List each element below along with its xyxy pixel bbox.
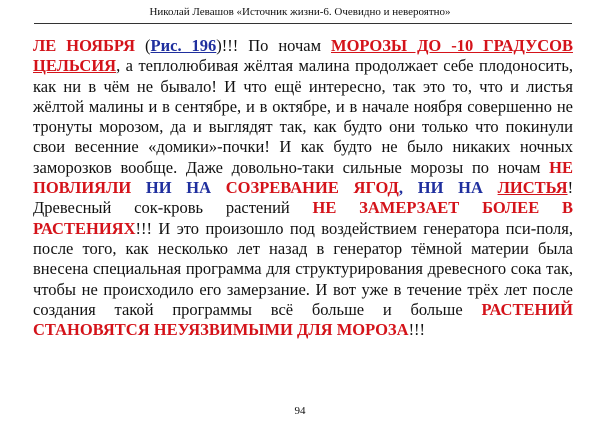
- text-run: [131, 178, 146, 197]
- figure-link[interactable]: Рис. 196: [150, 36, 217, 55]
- red-emphasis: РАСТЕНИЙ СТАНОВЯТСЯ НЕУЯЗВИМЫМИ ДЛЯ МОРОЗА: [33, 299, 573, 340]
- blue-emphasis: ,: [398, 178, 418, 198]
- text-run: [483, 178, 498, 197]
- blue-emphasis: НИ НА: [145, 178, 212, 198]
- red-emphasis: НЕ ПОВЛИЯЛИ: [33, 157, 573, 198]
- text-run: [211, 178, 226, 197]
- text-run: !!!: [408, 320, 426, 340]
- red-emphasis: НЕ ЗАМЕРЗАЕТ БОЛЕЕ В РАСТЕНИЯХ: [33, 198, 573, 238]
- red-emphasis: ЛИСТЬЯ: [497, 178, 568, 198]
- page-number: 94: [294, 405, 306, 417]
- text-run: )!!! По ночам: [216, 36, 331, 55]
- text-run: ! Древесный сок-кровь растений: [33, 178, 574, 218]
- red-emphasis: МОРОЗЫ ДО -10 ГРАДУСОВ ЦЕЛЬСИЯ: [33, 36, 573, 76]
- red-emphasis: ЛЕ НОЯБРЯ: [33, 36, 136, 55]
- blue-emphasis: НИ НА: [417, 178, 483, 198]
- text-run: !!! И это произошло под воздействием генератора пси-поля, после того, как несколько лет назад в генератор тёмной материи была внесена специальная программа для структурирования древесного сока так, чтобы не происходило его замерзание. И вот уже в течение трёх лет после создания такой программы всё больше и больше: [33, 218, 573, 319]
- text-run: (: [135, 36, 151, 55]
- body-paragraph: [33, 36, 573, 340]
- text-run: , а теплолюбивая жёлтая малина продолжает себе плодоносить, как ни в чём не бывало! И что ещё интересно, так это то, что и листья жёлтой малины и в сентябре, и в октябре, и в начале ноября совершенно не тронуты морозом, да и выглядят так, как будто они только что покинули свои весенние «домики»-почки! И как будто не было никаких ночных заморозков вообще. Даже довольно-таки сильные морозы по ночам: [33, 56, 573, 177]
- running-header: Николай Левашов «Источник жизни-6. Очевидно и невероятно»: [149, 6, 451, 18]
- red-emphasis: СОЗРЕВАНИЕ ЯГОД: [225, 178, 399, 198]
- header-rule: [34, 23, 572, 24]
